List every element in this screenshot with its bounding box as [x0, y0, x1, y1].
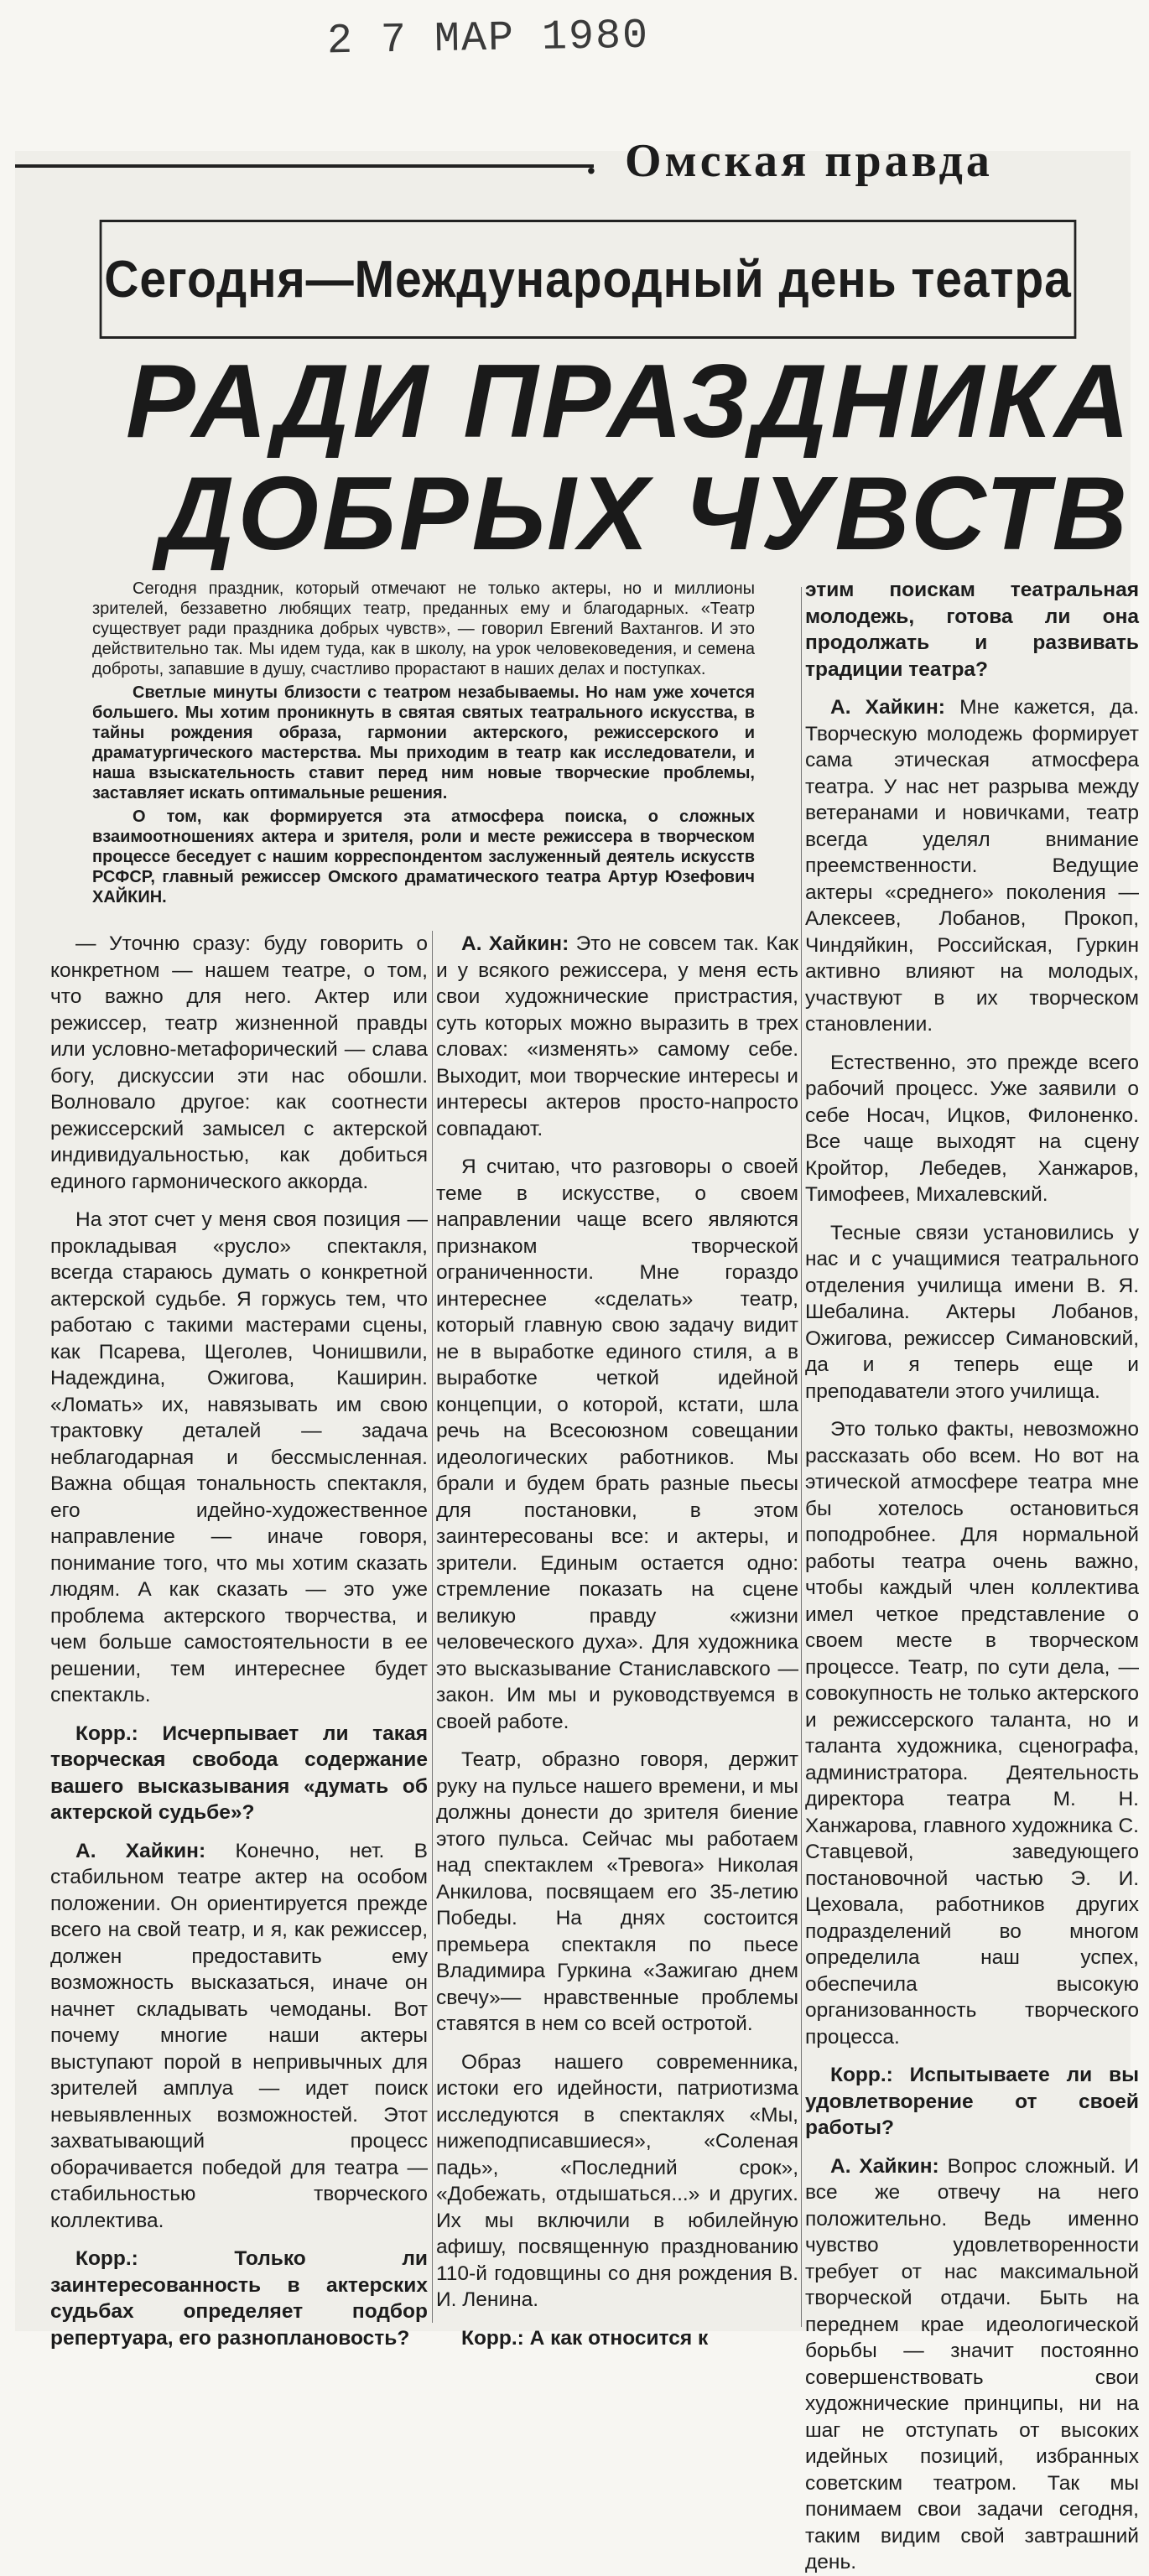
correspondent-question-continued: этим поискам театральная молодежь, готова ли она продолжать и развивать традиции театра?	[805, 579, 1139, 681]
headline-line-1: РАДИ ПРАЗДНИКА	[126, 344, 1133, 460]
article-headline	[126, 344, 1133, 572]
speaker-label: А. Хайкин:	[830, 696, 945, 719]
correspondent-question: Корр.: А как относится к	[461, 2326, 709, 2350]
column-divider	[432, 931, 433, 2323]
answer-paragraph	[50, 1838, 428, 2235]
body-paragraph: Я считаю, что разговоры о своей теме в искусстве, о своем направлении чаще всего являются признаком творческой ограниченности. Мне гораздо интереснее «сделать» театр, который главную свою задачу видит не в выработке единого стиля, а в выработке четкой идейной концепции, о которой, кстати, шла речь на Всесоюзном совещании идеологических работников. Мы брали и будем брать разные пьесы для постановки, в этом заинтересованы все: и актеры, и зрители. Единым остается одно: стремление показать на сцене великую правду «жизни человеческого духа». Для художника это высказывание Станиславского — закон. Им мы и руководствуемся в своей работе.	[436, 1156, 798, 1733]
answer-paragraph	[436, 931, 798, 1142]
answer-paragraph	[805, 694, 1139, 1038]
newspaper-masthead: Омская правда	[625, 135, 993, 187]
body-paragraph: Естественно, это прежде всего рабочий процесс. Уже заявили о себе Носач, Ицков, Филоненко. Все чаще выходят на сцену Кройтор, Лебедев, Ханжаров, Тимофеев, Михалевский.	[805, 1051, 1139, 1206]
answer-text: Конечно, нет. В стабильном театре актер на особом положении. Он ориентируется прежде всего на свой театр, и я, как режиссер, должен предоставить ему возможность высказаться, иначе он начнет складывать чемоданы. Вот почему многие наши актеры выступают порой в непривычных для зрителей амплуа — идет поиск невыявленных возможностей. Этот захватывающий процесс оборачивается победой для театра — стабильностью творческого коллектива.	[50, 1839, 429, 2232]
speaker-label: А. Хайкин:	[75, 1839, 206, 1862]
lead-paragraph: Сегодня праздник, который отмечают не только актеры, но и миллионы зрителей, беззаветно любящих театр, преданных ему и благодарных. «Театр существует ради праздника добрых чувств», — говорил Евгений Вахтангов. И это действительно так. Мы идем туда, как в школу, на урок человековедения, и семена доброты, запавшие в душу, счастливо прорастают в наших делах и поступках.	[92, 579, 755, 678]
masthead-rule	[15, 164, 594, 168]
answer-paragraph	[805, 2153, 1139, 2576]
correspondent-question: Корр.: Испытываете ли вы удовлетворение от своей работы?	[805, 2064, 1139, 2139]
article-column-3	[805, 577, 1140, 2573]
body-paragraph: На этот счет у меня своя позиция — прокладывая «русло» спектакля, всегда стараюсь думать о конкретной актерской судьбе. Я горжусь тем, что работаю с такими мастерами сцены, как Псарева, Щеголев, Чонишвили, Надеждина, Ожигова, Каширин. «Ломать» их, навязывать им свою трактовку деталей — задача неблагодарная и бессмысленная. Важна общая тональность спектакля, его идейно-художественное направление — иначе говоря, понимание того, что мы хотим сказать людям. А как сказать — это уже проблема актерского творчества, и чем больше самостоятельности в ее решении, тем интереснее будет спектакль.	[50, 1208, 428, 1706]
answer-text: Мне кажется, да. Творческую молодежь формирует сама этическая атмосфера театра. У нас нет разрыва между ветеранами и новичками, театр всегда уделял внимание преемственности. Ведущие актеры «среднего» поколения — Алексеев, Лобанов, Прокоп, Чиндяйкин, Российская, Гуркин активно влияют на молодых, участвуют в их творческом становлении.	[805, 696, 1140, 1036]
article-lead	[92, 579, 755, 914]
lead-paragraph: О том, как формируется эта атмосфера поиска, о сложных взаимоотношениях актера и зрителя, роли и месте режиссера в творческом процессе беседует с нашим корреспондентом заслуженный деятель искусств РСФСР, главный режиссер Омского драматического театра Артур Юзефович ХАЙКИН.	[92, 808, 755, 906]
rubric-banner: Сегодня—Международный день театра	[100, 220, 1077, 339]
lead-paragraph: Светлые минуты близости с театром незабываемы. Но нам уже хочется большего. Мы хотим проникнуть в святая святых театрального искусства, в тайны рождения образа, гармонии актерского, режиссерского и драматургического мастерства. Мы приходим в театр как исследователи, и наша взыскательность ставит перед ним новые творческие проблемы, заставляет искать оптимальные решения.	[92, 683, 755, 802]
body-paragraph: Образ нашего современника, истоки его идейности, патриотизма исследуются в спектаклях «Мы, нижеподписавшиеся», «Соленая падь», «Последний срок», «Добежать, отдышаться...» и других. Их мы включили в юбилейную афишу, посвященную празднованию 110-й годовщины со дня рождения В. И. Ленина.	[436, 2050, 798, 2311]
body-paragraph: — Уточню сразу: буду говорить о конкретном — нашем театре, о том, что важно для него. Актер или режиссер, театр жизненной правды или условно-метафорический — слава богу, дискуссии эти нас обошли. Волновало другое: как соотнести режиссерский замысел с актерской индивидуальностью, как добиться единого гармонического аккорда.	[50, 932, 428, 1193]
body-paragraph: Театр, образно говоря, держит руку на пульсе нашего времени, и мы должны донести до зрителя биение этого пульса. Сейчас мы работаем над спектаклем «Тревога» Николая Анкилова, посвящаем его 35-летию Победы. На днях состоится премьера спектакля по пьесе Владимира Гуркина «Зажигаю днем свечу»— нравственные проблемы ставятся в нем со всей остротой.	[436, 1748, 798, 2035]
date-stamp: 2 7 МАР 1980	[326, 12, 650, 66]
article-column-1	[50, 931, 429, 2350]
article-column-2	[436, 931, 798, 2350]
masthead-bullet: •	[587, 158, 595, 184]
answer-text: Это не совсем так. Как и у всякого режиссера, у меня есть свои художнические пристрастия, суть которых можно выразить в трех словах: «изменять» самому себе. Выходит, мои творческие интересы и интересы актеров просто-напросто совпадают.	[436, 932, 798, 1140]
column-divider	[801, 587, 802, 2327]
body-paragraph: Это только факты, невозможно рассказать обо всем. Но вот на этической атмосфере театра мне бы хотелось остановиться поподробнее. Для нормальной работы театра очень важно, чтобы каждый член коллектива имел четкое представление о своем месте в творческом процессе. Театр, по сути дела, — совокупность не только актерского и режиссерского таланта, но и таланта художника, сценографа, администратора. Деятельность директора театра М. Н. Ханжарова, главного художника С. Ставцевой, заведующего постановочной частью Э. И. Цеховала, работников других подразделений во многом определила наш успех, обеспечила высокую организованность творческого процесса.	[805, 1418, 1139, 2049]
answer-text: Вопрос сложный. И все же отвечу на него положительно. Ведь именно чувство удовлетворенности требует от нас максимальной творческой отдачи. Быть на переднем крае идеологической борьбы — значит постоянно совершенствовать свои художнические принципы, ни на шаг не отступать от высоких идейных позиций, избранных советским театром. Так мы понимаем свои задачи сегодня, таким видим свой завтрашний день.	[805, 2154, 1139, 2573]
headline-line-2: ДОБРЫХ ЧУВСТВ	[159, 456, 1131, 572]
speaker-label: А. Хайкин:	[830, 2154, 939, 2178]
speaker-label: А. Хайкин:	[461, 932, 569, 955]
correspondent-question: Корр.: Исчерпывает ли такая творческая свобода содержание вашего высказывания «думать об актерской судьбе»?	[50, 1722, 428, 1824]
correspondent-question: Корр.: Только ли заинтересованность в актерских судьбах определяет подбор репертуара, его разноплановость?	[50, 2247, 428, 2350]
body-paragraph: Тесные связи установились у нас и с учащимися театрального отделения училища имени В. Я. Шебалина. Актеры Лобанов, Ожигова, режиссер Симановский, да и я теперь еще и преподаватели этого училища.	[805, 1221, 1139, 1403]
